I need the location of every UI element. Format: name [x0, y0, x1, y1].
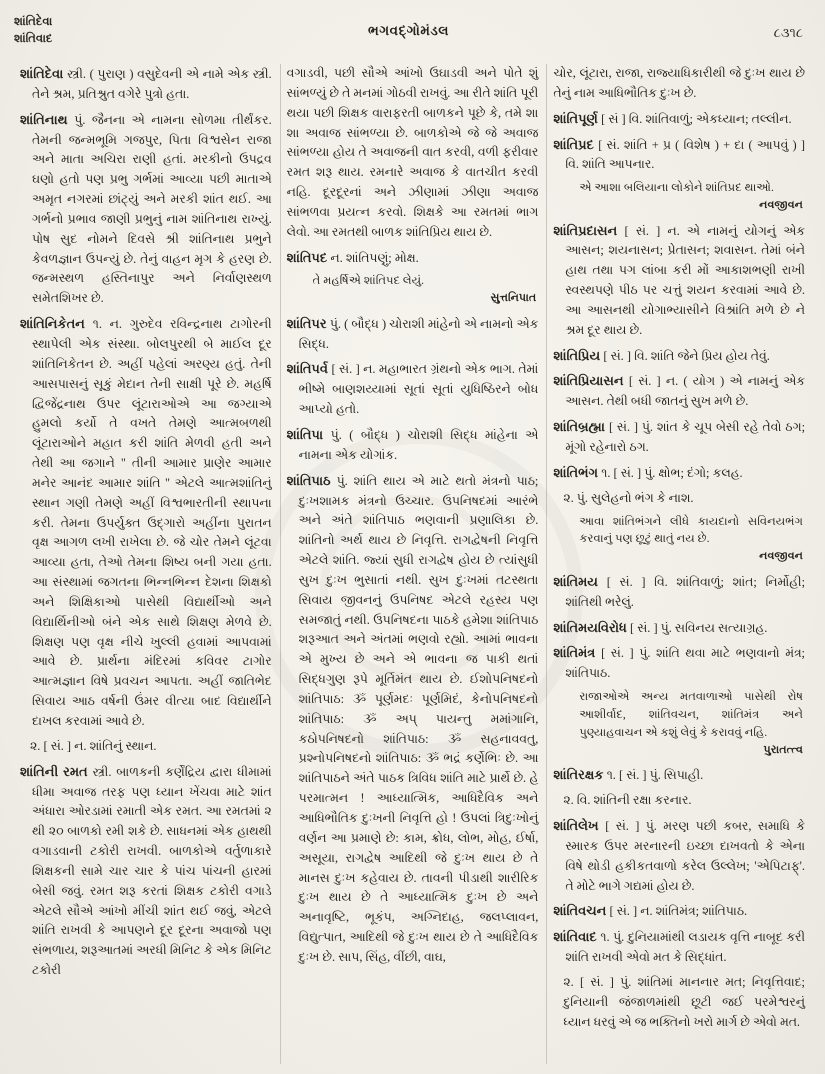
- guide-word-bottom: શાંતિવાદ: [14, 33, 53, 46]
- book-title: ભગવદ્ગોમંડલ: [368, 23, 449, 38]
- dictionary-entry: શાંતિપ્રદાસન [ સં. ] ન. એ નામનું યોગનું એક આસન; શયનાસન; પ્રેતાસન; શવાસન. તેમાં બંને હાથ તથા પગ લાંબા કરી મોં આકાશભણી રાખી સ્વસ્થપણે પીઠ પર ચત્તું શયન કરવામાં આવે છે. આ આસનથી યોગાભ્યાસીને વિશ્રાંતિ મળે છે ને શ્રમ દૂર થાય છે.: [553, 222, 806, 337]
- citation-source: નવજીવન: [759, 199, 804, 212]
- entry-headword: શાંતિવચન: [553, 903, 610, 919]
- entry-headword: શાંતિબ્રહ્મા: [553, 419, 609, 435]
- dictionary-entry: શાંતિની રમત સ્ત્રી. બાળકની કર્ણેંદ્રિય દ્વારા ધીમામાં ધીમા અવાજ તરફ પણ ધ્યાન ખેંચવા માટે શાંત અંધારા ઓરડામાં રમાતી એક રમત. આ રમતમાં ૨ થી ૨૦ બાળકો રમી શકે છે. સાધનમાં એક હાથથી વગાડવાની ટકોરી રાખવી. બાળકોએ વર્તુળાકારે શિક્ષકની સામે ચાર ચાર કે પાંચ પાંચની હારમાં બેસી જવું. રમત શરૂ કરતાં શિક્ષક ટકોરી વગાડે એટલે સૌએ આંખો મીંચી શાંત થઈ જવું, એટલે શાંતિ રાખવી કે આપણને દૂર દૂરના અવાજો પણ સંભળાય, શરૂઆતમાં અરધી મિનિટ કે એક મિનિટ ટકોરી: [20, 763, 272, 978]
- dictionary-entry: શાંતિપાઠ પું. શાંતિ થાય એ માટે થતો મંત્રનો પાઠ; દુઃખશામક મંત્રનો ઉચ્ચાર. ઉપનિષદમાં આરંભે અને અંતે શાંતિપાઠ ભણવાની પ્રણાલિકા છે. શાંતિનો અર્થ થાય છે નિવૃત્તિ. રાગદ્વેષની નિવૃત્તિ એટલે શાંતિ. જ્યાં સુધી રાગદ્વેષ હોય છે ત્યાંસુધી સુખ દુઃખ ભુસાતાં નથી. સુખ દુઃખમાં તટસ્થતા સિવાય જીવનનું ઉપનિષદ એટલે રહસ્ય પણ સમજાતું નથી. ઉપનિષદના પાઠકે હમેશા શાંતિપાઠ શરૂઆત અને અંતમાં ભણવો રહ્યો. આમાં ભાવના એ મુખ્ય છે અને એ ભાવના જ પાકી થતાં સિદ્ધગુણ રૂપે મૂર્તિમંત થાય છે. ઈશોપનિષદનો શાંતિપાઠ: ૐ પૂર્ણમદઃ પૂર્ણમિદં, કેનોપનિષદનો શાંતિપાઠ: ૐ અપ્ પાયન્તુ મમાંગાનિ, કઠોપનિષદનો શાંતિપાઠ: ૐ સહનાવવતુ, પ્રશ્નોપનિષદનો શાંતિપાઠ: ૐ ભદ્રં કર્ણેભિઃ છે. આ શાંતિપાઠને અંતે પાઠક ત્રિવિધ શાંતિ માટે પ્રાર્થે છે. હે પરમાત્મન ! આધ્યાત્મિક, આધિદૈવિક અને આધિભૌતિક દુઃખની નિવૃત્તિ હો ! ઉપલાં ત્રિદુઃખોનું વર્ણન આ પ્રમાણે છે: કામ, ક્રોધ, લોભ, મોહ, ઈર્ષા, અસૂયા, રાગદ્વેષ આદિથી જે દુઃખ થાય છે તે માનસ દુઃખ કહેવાય છે. તાવની પીડાથી શારીરિક દુઃખ થાય છે તે આધ્યાત્મિક દુઃખ છે અને અનાવૃષ્ટિ, ભૂકંપ, અગ્નિદાહ, જલપ્લાવન, વિદ્યુત્પાત, આદિથી જે દુઃખ થાય છે તે આધિદૈવિક દુઃખ છે. સાપ, સિંહ, વીંછી, વાઘ,: [286, 472, 539, 964]
- entry-continuation: વગાડવી, પછી સૌએ આંખો ઉઘાડવી અને પોતે શું સાંભળ્યું છે તે મનમાં ગોઠવી રાખવું. આ રીતે શાંતિ પૂરી થયા પછી શિક્ષક વારાફરતી બાળકને પૂછે કે, તમે શા શા અવાજ સાંભળ્યા છે. બાળકોએ જે જે અવાજ સાંભળ્યા હોય તે અવાજની વાત કરવી, વળી ફરીવાર રમત શરૂ થાય. રમનારે અવાજ કે વાતચીત કરવી નહિ. દૂરદૂરનાં અને ઝીણામાં ઝીણા અવાજ સાંભળવા પ્રયત્ન કરવો. શિક્ષકે આ રમતમાં ભાગ લેવો. આ રમતથી બાળક શાંતિપ્રિય થાય છે.: [286, 66, 539, 239]
- page-header: [14, 14, 813, 58]
- dictionary-entry: શાંતિલેખ [ સં. ] પું. મરણ પછી કબર, સમાધિ કે સ્મારક ઉપર મરનારની ઇચ્છા દાખવતો કે એના વિષે થોડી હકીકતવાળો કરેલ ઉલ્લેખ; 'એપિટાફ્'. તે મોટે ભાગે ગદ્યમાં હોય છે.: [553, 817, 806, 893]
- dictionary-entry: શાંતિબ્રહ્મા [ સં. ] પું. શાંત કે ચૂપ બેસી રહે તેવો ઠગ; મૂંગો રહેનારો ઠગ.: [553, 419, 806, 454]
- dictionary-entry: શાંતિભંગ ૧. [ સં. ] પું. ક્ષોભ; દંગો; કલહ.: [553, 464, 743, 480]
- citation-text: રાજાઓએ અન્ય મતવાળાઓ પાસેથી રોષ આશીર્વાદ, શાંતિવચન, શાંતિમંત્ર અને પુણ્યાહવાચન એ કશું લેવું કે કરાવવું નહિ.: [579, 690, 804, 739]
- citation: [287, 272, 539, 307]
- dictionary-entry: શાંતિવચન [ સં. ] ન. શાંતિમંત્ર; શાંતિપાઠ.: [553, 903, 748, 919]
- entry-headword: શાંતિપ્રિયાસન: [553, 373, 629, 389]
- entry-headword: શાંતિનાથ: [20, 111, 75, 127]
- citation: [553, 688, 805, 759]
- dictionary-entry: શાંતિમંત્ર [ સં. ] પું. શાંતિ થવા માટે ભણવાનો મંત્ર; શાંતિપાઠ.: [553, 645, 806, 681]
- entry-headword: શાંતિની રમત: [20, 763, 93, 779]
- entry-headword: શાંતિરક્ષક: [553, 767, 607, 783]
- citation-source: નવજીવન: [759, 550, 804, 563]
- entry-headword: શાંતિપા: [286, 426, 331, 442]
- entry-headword: શાંતિપર્વ: [286, 361, 332, 377]
- citation-text: આવા શાંતિભંગને લીધે કાયદાનો સવિનયભંગ કરવાનું પણ છૂટું થાતું નય છે.: [579, 514, 804, 546]
- dictionary-entry: શાંતિપ્રદ [ સં. શાંતિ + પ્ર ( વિશેષ ) + દા ( આપવું ) ] વિ. શાંતિ આપનાર.: [553, 136, 806, 172]
- guide-word-top: શાંતિદેવા: [14, 16, 53, 28]
- entry-headword: શાંતિપ્રદ: [553, 136, 599, 152]
- entry-sense: ૨. [ સં. ] ન. શાંતિનું સ્થાન.: [30, 738, 157, 753]
- dictionary-entry: શાંતિપ્રિય [ સં. ] વિ. શાંતિ જેને પ્રિય હોય તેવું.: [553, 347, 770, 363]
- dictionary-entry: શાંતિદેવા સ્ત્રી. ( પુરાણ ) વસુદેવની એ નામે એક સ્ત્રી. તેને શ્રમ, પ્રતિશ્રુત વગેરે પુત્રો હતા.: [20, 66, 272, 101]
- entry-headword: શાંતિપૂર્ણ: [553, 110, 602, 126]
- entry-headword: શાંતિપદ: [286, 249, 331, 265]
- text-column: [280, 64, 547, 1064]
- dictionary-entry: શાંતિપા પું. ( બૌદ્ધ ) ચોરાશી સિદ્ધ માંહેના એ નામના એક યોગાંક.: [286, 426, 539, 462]
- entry-sense: ૨. [ સં. ] પું. શાંતિમાં માનનાર મત; નિવૃત્તિવાદ; દુનિયાની જંજાળમાંથી છૂટી જઈ પરમેશ્વરનું ધ્યાન ધરવું એ જ ભક્તિનો ખરો માર્ગ છે એવો મત.: [563, 974, 806, 1029]
- dictionary-entry: શાંતિમયવિરોધ [ સં. ] પું. સવિનય સત્યાગ્રહ.: [553, 619, 768, 635]
- citation-source: સુત્તનિપાત: [490, 292, 537, 305]
- entry-headword: શાંતિમય: [553, 573, 607, 589]
- entry-headword: શાંતિદેવા: [20, 66, 68, 81]
- dictionary-entry: શાંતિપર્વ [ સં. ] ન. મહાભારત ગ્રંથનો એક ભાગ. તેમાં ભીષ્મે બાણશય્યામાં સૂતાં સૂતાં યુધિષ્ઠિરને બોધ આપ્યો હતો.: [286, 361, 539, 417]
- dictionary-entry: શાંતિપદ ન. શાંતિપણું; મોક્ષ.: [286, 249, 419, 265]
- entry-headword: શાંતિનિકેતન: [20, 316, 93, 332]
- citation: [553, 179, 805, 214]
- dictionary-entry: શાંતિનાથ પું. જૈનના એ નામના સોળમા તીર્થંકર. તેમની જન્મભૂમિ ગજપુર, પિતા વિશ્વસેન રાજા અને માતા અચિરા રાણી હતાં. મરકીનો ઉપદ્રવ ઘણો હતો પણ પ્રભુ ગર્ભમાં આવ્યા પછી માતાએ અમૃત નગરમાં છાંટ્યું અને મરકી શાંત થઈ. આ ગર્ભનો પ્રભાવ જાણી પ્રભુનું નામ શાંતિનાથ રાખ્યું. પોષ સુદ નોમને દિવસે શ્રી શાંતિનાથ પ્રભુને કેવળજ્ઞાન ઉપન્યું છે. તેનું વાહન મૃગ કે હરણ છે. જન્મસ્થળ હસ્તિનાપુર અને નિર્વાણસ્થળ સમેતશિખર છે.: [20, 111, 272, 306]
- entry-headword: શાંતિમયવિરોધ: [553, 619, 630, 635]
- text-column: [546, 64, 813, 1064]
- citation: [553, 513, 805, 566]
- citation-source: પુરાતત્ત્વ: [763, 743, 804, 756]
- entry-headword: શાંતિમંત્ર: [553, 645, 602, 661]
- dictionary-entry: શાંતિનિકેતન ૧. ન. ગુરુદેવ રવિન્દ્રનાથ ટાગોરની સ્થાપેલી એક સંસ્થા. બોલપુરથી બે માઈલ દૂર શાંતિનિકેતન છે. અહીં પહેલાં અરણ્ય હતું. તેની આસપાસનું સૂકું મેદાન તેની સાક્ષી પૂરે છે. મહર્ષિ દ્વિજેંદ્રનાથ ઉપર લૂંટારાઓએ આ જગ્યાએ હુમલો કર્યો તે વખતે તેમણે આત્મબળથી લૂંટારાઓને મહાત કરી શાંતિ મેળવી હતી અને તેથી આ જગાને '' તીની આમાર પ્રાણેર આમાર મનેર આનંદ આમાર શાંતિ '' એટલે આત્મશાંતિનું સ્થાન ગણી તેમણે અહીં વિશ્વભારતીની સ્થાપના કરી. તેમના ઉપર્યુક્ત ઉદ્ગારો અહીંના પુરાતન વૃક્ષ આગળ લખી રાખેલા છે. જે ચોર તેમને લૂંટવા આવ્યા હતા, તેઓ તેમના શિષ્ય બની ગયા હતા. આ સંસ્થામાં જગતના ભિન્નભિન્ન દેશના શિક્ષકો અને શિક્ષિકાઓ પાસેથી વિદ્યાર્થીઓ અને વિદ્યાર્થિનીઓ બંને એક સાથે શિક્ષણ મેળવે છે. શિક્ષણ પણ વૃક્ષ નીચે ખુલ્લી હવામાં આપવામાં આવે છે. પ્રાર્થના મંદિરમાં કવિવર ટાગોર આત્મજ્ઞાન વિષે પ્રવચન આપતા. અહીં જાતિભેદ સિવાય આઠ વર્ષની ઉંમર વીત્યા બાદ વિદ્યાર્થીને દાખલ કરવામાં આવે છે.: [20, 316, 272, 728]
- entry-headword: શાંતિલેખ: [553, 817, 606, 833]
- dictionary-entry: શાંતિપ્રિયાસન [ સં. ] ન. ( યોગ ) એ નામનું એક આસન. તેથી બધી જાતનું સુખ મળે છે.: [553, 373, 806, 409]
- entry-headword: શાંતિભંગ: [553, 464, 602, 480]
- entry-headword: શાંતિવાદ: [553, 929, 601, 945]
- dictionary-entry: શાંતિપર પું. ( બૌદ્ધ ) ચોરાશી માંહેનો એ નામનો એક સિદ્ધ.: [286, 315, 539, 351]
- entry-headword: શાંતિપ્રિય: [553, 347, 604, 363]
- entry-sense: ૨. વિ. શાંતિની રક્ષા કરનાર.: [563, 793, 692, 808]
- entry-continuation: ચોર, લૂંટારા, રાજા, રાજ્યાધિકારીથી જે દુઃખ થાય છે તેનું નામ આધિભૌતિક દુઃખ છે.: [553, 66, 806, 100]
- dictionary-entry: શાંતિવાદ ૧. પું. દુનિયામાંથી લડાયક વૃત્તિ નાબૂદ કરી શાંતિ રાખવી એવો મત કે સિદ્ધાંત.: [553, 929, 806, 965]
- text-columns: [14, 64, 813, 1064]
- page-number: ૮૩૧૮: [773, 25, 803, 40]
- dictionary-entry: શાંતિરક્ષક ૧. [ સં. ] પું. સિપાહી.: [553, 767, 704, 783]
- text-column: [14, 64, 280, 1064]
- guide-words: [14, 14, 214, 49]
- entry-headword: શાંતિપાઠ: [286, 472, 337, 488]
- entry-sense: ૨. પું. સુલેહનો ભંગ કે નાશ.: [563, 490, 694, 505]
- citation-text: તે મહર્ષિએ શાંતિપદ લેયું.: [312, 274, 425, 288]
- entry-headword: શાંતિપર: [286, 315, 330, 331]
- citation-text: એ આશા બલિયાના લોકોને શાંતિપ્રદ થાઓ.: [579, 181, 774, 195]
- entry-headword: શાંતિપ્રદાસન: [553, 222, 625, 238]
- dictionary-entry: શાંતિમય [ સં. ] વિ. શાંતિવાળું; શાંત; નિર્મોહી; શાંતિથી ભરેલું.: [553, 573, 806, 609]
- dictionary-entry: શાંતિપૂર્ણ [ સં ] વિ. શાંતિવાળું; એકધ્યાન; તલ્લીન.: [553, 110, 792, 126]
